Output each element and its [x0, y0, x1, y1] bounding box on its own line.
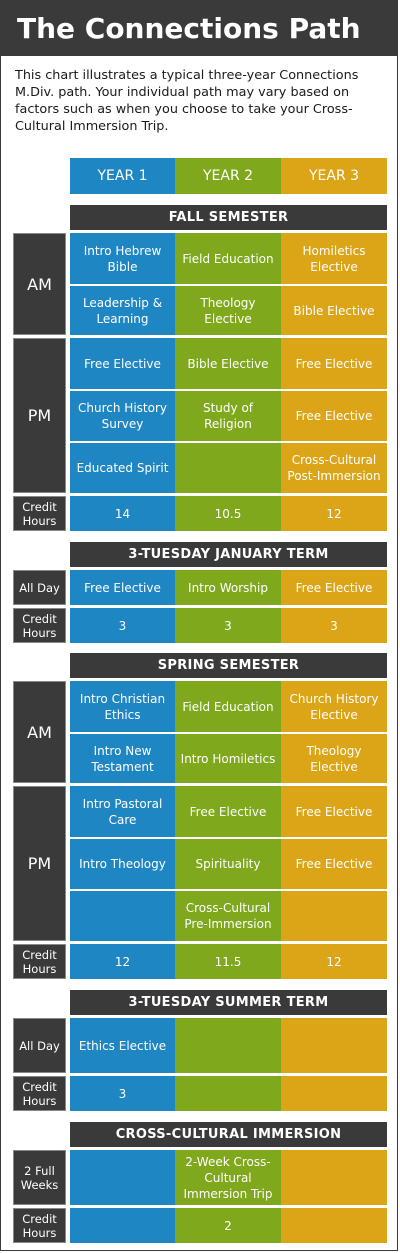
- fall-am-1-y1: Intro Hebrew Bible: [70, 233, 175, 284]
- fall-pm-2-y1: Church History Survey: [70, 389, 175, 441]
- fall-semester-header: FALL SEMESTER: [70, 205, 387, 230]
- january-credit-label: Credit Hours: [13, 608, 66, 643]
- spring-pm-3-y3: [281, 889, 387, 941]
- fall-pm-2-y2: Study of Religion: [175, 389, 281, 441]
- spring-am-2-y3: Theology Elective: [281, 732, 387, 783]
- page-title: The Connections Path: [1, 1, 397, 56]
- fall-pm-label: PM: [13, 338, 66, 493]
- spring-pm-2-y2: Spirituality: [175, 837, 281, 889]
- immersion-weeks-y1: [70, 1150, 175, 1205]
- summer-allday-y2: [175, 1018, 281, 1073]
- january-credit-y1: 3: [70, 608, 175, 643]
- immersion-weeks-y2: 2-Week Cross-Cultural Immersion Trip: [175, 1150, 281, 1205]
- fall-pm-3-y3: Cross-Cultural Post-Immersion: [281, 441, 387, 493]
- fall-am-label: AM: [13, 233, 66, 335]
- summer-credit-y1: 3: [70, 1076, 175, 1111]
- spring-pm-1-y3: Free Elective: [281, 786, 387, 837]
- january-allday-y2: Intro Worship: [175, 570, 281, 605]
- january-term-header: 3-TUESDAY JANUARY TERM: [70, 542, 387, 567]
- spring-am-1-y1: Intro Christian Ethics: [70, 681, 175, 732]
- summer-allday-y1: Ethics Elective: [70, 1018, 175, 1073]
- fall-am-2-y3: Bible Elective: [281, 284, 387, 335]
- spring-credit-y3: 12: [281, 944, 387, 979]
- fall-am-2-y2: Theology Elective: [175, 284, 281, 335]
- year-2-header: YEAR 2: [175, 158, 281, 194]
- fall-pm-1-y3: Free Elective: [281, 338, 387, 389]
- fall-pm-3-y2: [175, 441, 281, 493]
- immersion-weeks-y3: [281, 1150, 387, 1205]
- spring-pm-3-y1: [70, 889, 175, 941]
- fall-am-1-y3: Homiletics Elective: [281, 233, 387, 284]
- fall-credit-label: Credit Hours: [13, 496, 66, 531]
- spring-pm-label: PM: [13, 786, 66, 941]
- year-1-header: YEAR 1: [70, 158, 175, 194]
- intro-text: This chart illustrates a typical three-year Connections M.Div. path. Your individual path may vary based on factors such as when you choose to take your Cross-Cultural Immersion Trip.: [15, 68, 359, 134]
- spring-credit-y1: 12: [70, 944, 175, 979]
- fall-am-1-y2: Field Education: [175, 233, 281, 284]
- spring-am-label: AM: [13, 681, 66, 783]
- year-3-header: YEAR 3: [281, 158, 387, 194]
- january-credit-y2: 3: [175, 608, 281, 643]
- immersion-credit-y3: [281, 1208, 387, 1243]
- spring-pm-3-y2: Cross-Cultural Pre-Immersion: [175, 889, 281, 941]
- january-allday-y3: Free Elective: [281, 570, 387, 605]
- summer-credit-y2: [175, 1076, 281, 1111]
- immersion-credit-y1: [70, 1208, 175, 1243]
- spring-pm-2-y3: Free Elective: [281, 837, 387, 889]
- spring-credit-label: Credit Hours: [13, 944, 66, 979]
- summer-credit-y3: [281, 1076, 387, 1111]
- immersion-credit-label: Credit Hours: [13, 1208, 66, 1243]
- spring-semester-header: SPRING SEMESTER: [70, 653, 387, 678]
- january-allday-label: All Day: [13, 570, 66, 605]
- fall-credit-y1: 14: [70, 496, 175, 531]
- fall-pm-1-y2: Bible Elective: [175, 338, 281, 389]
- fall-credit-y3: 12: [281, 496, 387, 531]
- immersion-credit-y2: 2: [175, 1208, 281, 1243]
- spring-am-1-y3: Church History Elective: [281, 681, 387, 732]
- fall-am-2-y1: Leadership & Learning: [70, 284, 175, 335]
- fall-pm-3-y1: Educated Spirit: [70, 441, 175, 493]
- january-allday-y1: Free Elective: [70, 570, 175, 605]
- summer-allday-y3: [281, 1018, 387, 1073]
- spring-am-2-y2: Intro Homiletics: [175, 732, 281, 783]
- summer-credit-label: Credit Hours: [13, 1076, 66, 1111]
- spring-pm-1-y2: Free Elective: [175, 786, 281, 837]
- immersion-header: CROSS-CULTURAL IMMERSION: [70, 1122, 387, 1147]
- summer-term-header: 3-TUESDAY SUMMER TERM: [70, 990, 387, 1015]
- fall-pm-2-y3: Free Elective: [281, 389, 387, 441]
- fall-pm-1-y1: Free Elective: [70, 338, 175, 389]
- spring-am-1-y2: Field Education: [175, 681, 281, 732]
- spring-credit-y2: 11.5: [175, 944, 281, 979]
- summer-allday-label: All Day: [13, 1018, 66, 1073]
- spring-am-2-y1: Intro New Testament: [70, 732, 175, 783]
- january-credit-y3: 3: [281, 608, 387, 643]
- immersion-weeks-label: 2 Full Weeks: [13, 1150, 66, 1205]
- spring-pm-2-y1: Intro Theology: [70, 837, 175, 889]
- spring-pm-1-y1: Intro Pastoral Care: [70, 786, 175, 837]
- fall-credit-y2: 10.5: [175, 496, 281, 531]
